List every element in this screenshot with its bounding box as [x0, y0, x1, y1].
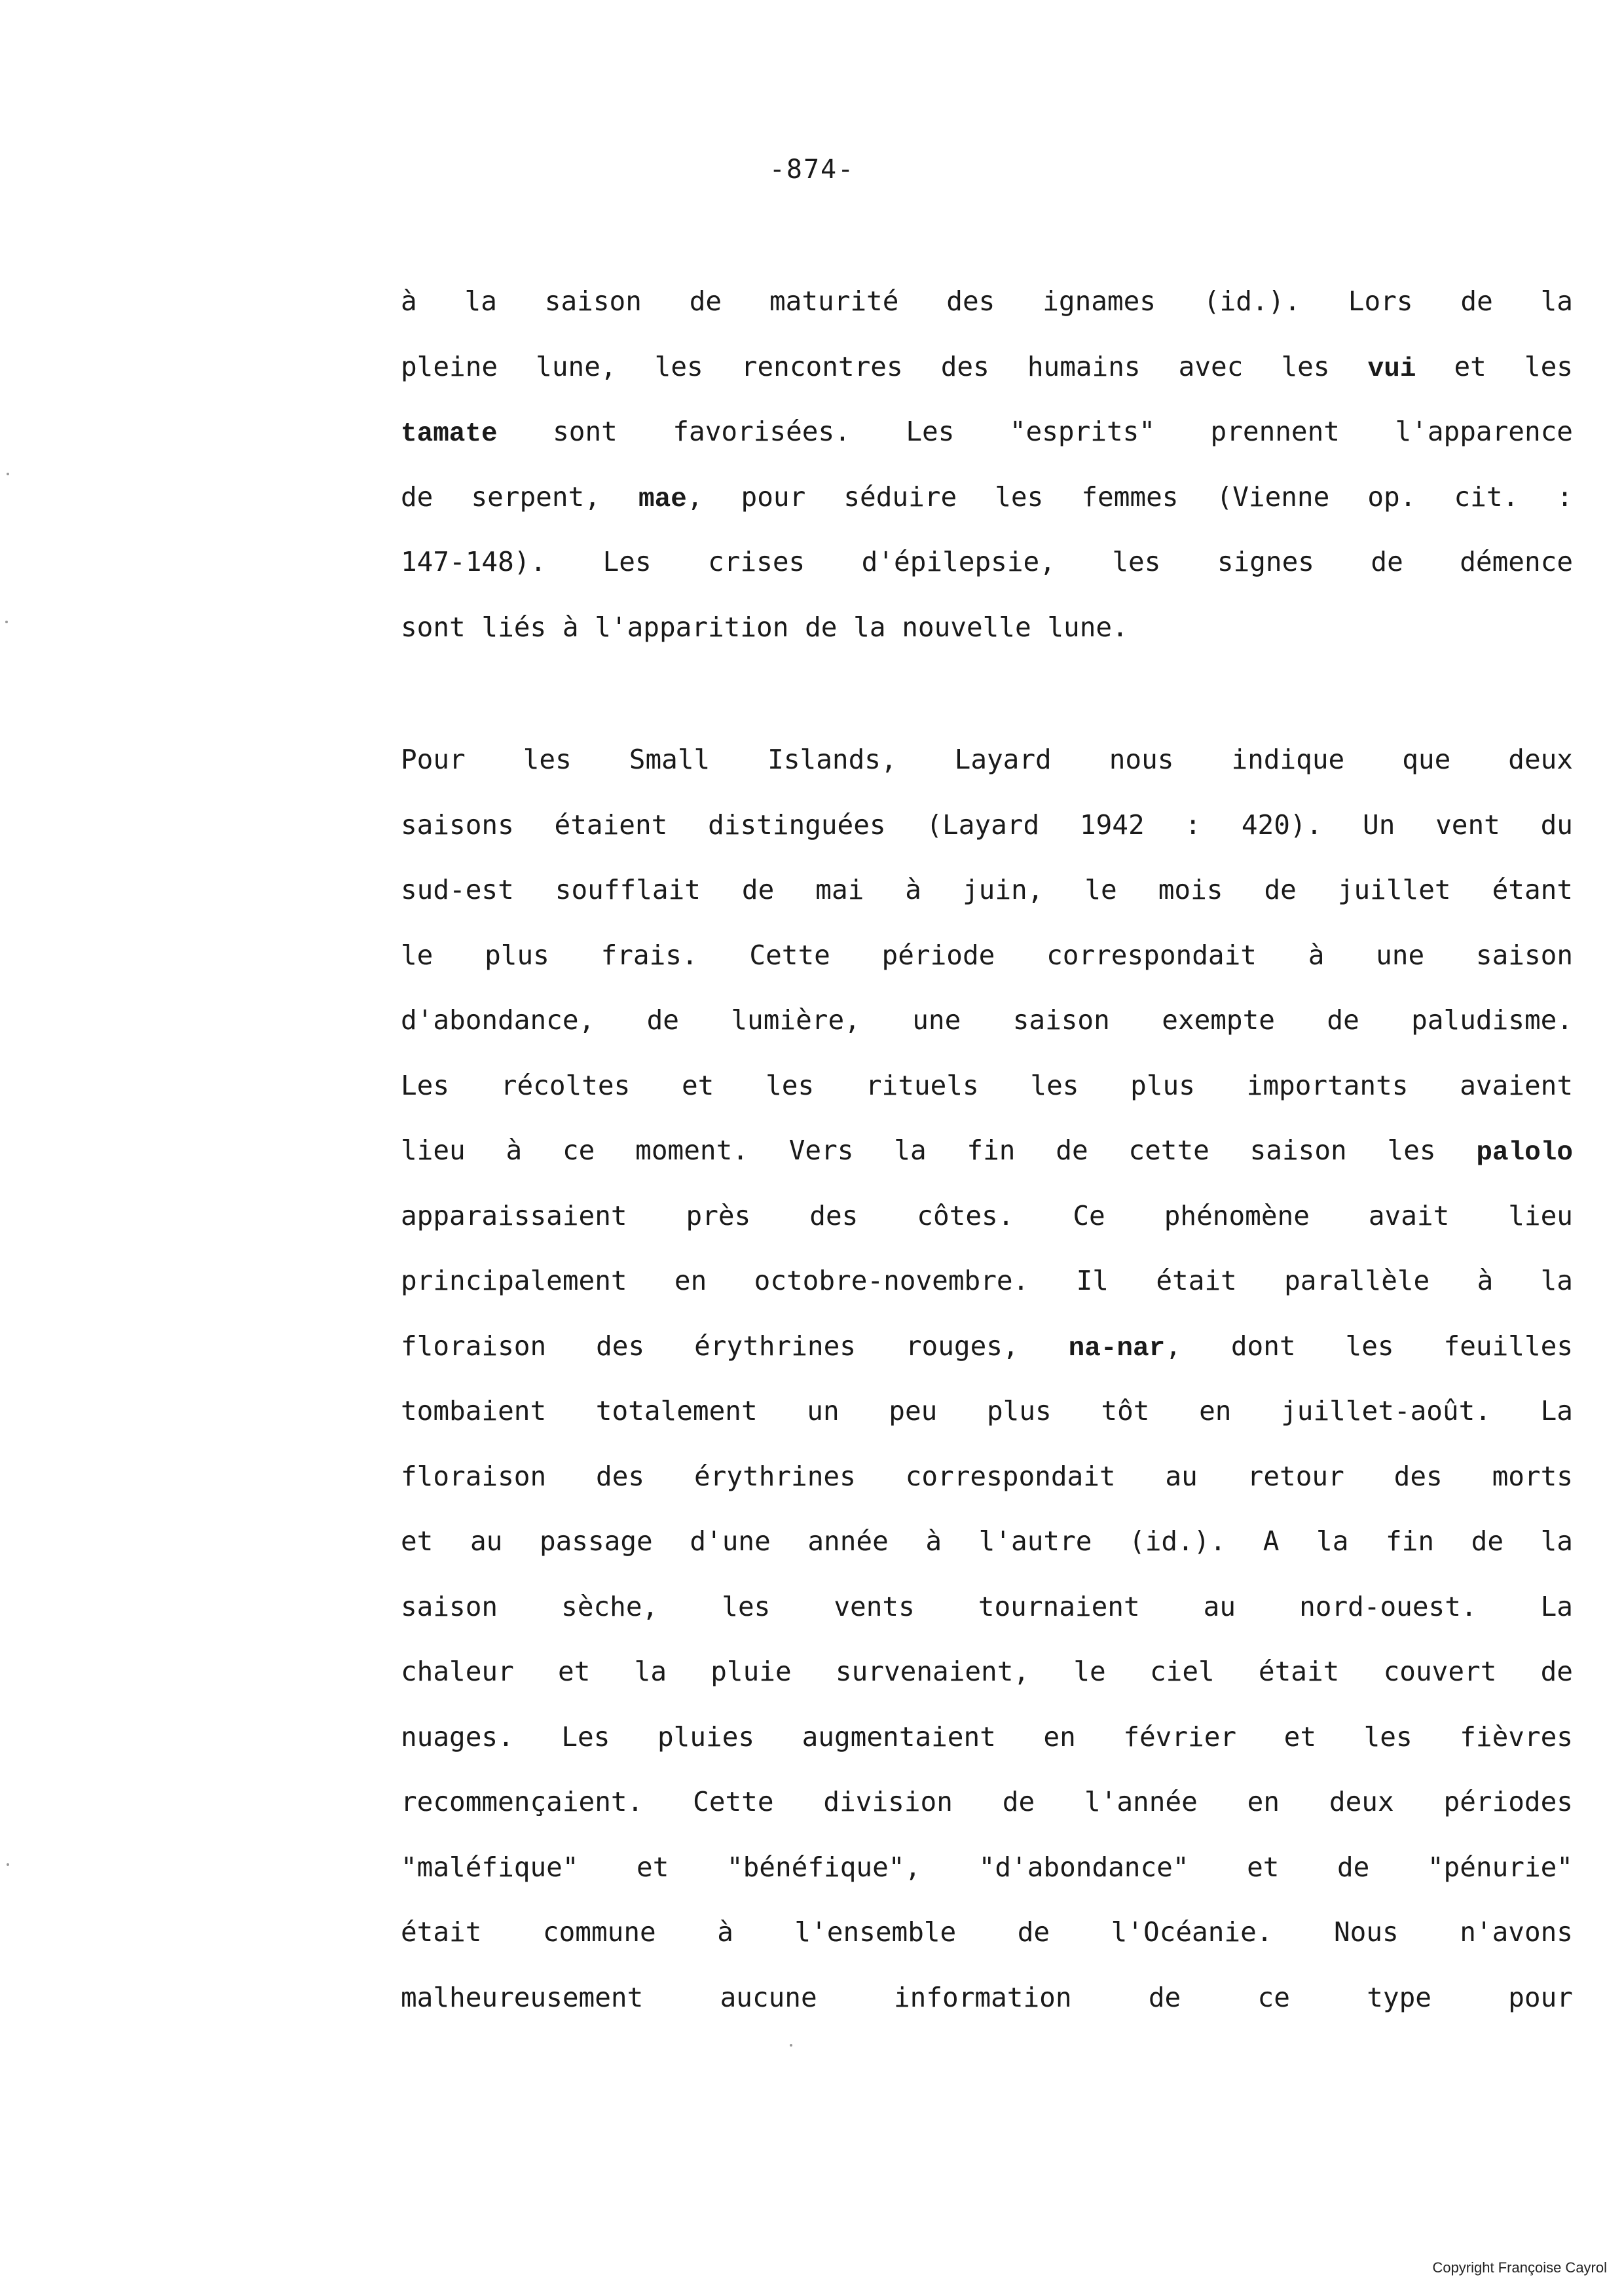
text-run: saison sèche, les vents tournaient au nord-ouest. La [401, 1591, 1573, 1622]
text-line [401, 1782, 1573, 1821]
text-run: floraison des érythrines rouges, [401, 1330, 1069, 1362]
text-run: nuages. Les pluies augmentaient en février et les fièvres [401, 1721, 1573, 1753]
text-run: et au passage d'une année à l'autre (id.). A la fin de la [401, 1525, 1573, 1557]
scan-speck [5, 621, 8, 623]
text-run: sont liés à l'apparition de la nouvelle lune. [401, 611, 1128, 643]
text-run: lieu à ce moment. Vers la fin de cette saison les [401, 1135, 1477, 1166]
text-run: était commune à l'ensemble de l'Océanie. Nous n'avons [401, 1916, 1573, 1948]
text-run: de serpent, [401, 481, 638, 513]
text-line [401, 1066, 1573, 1105]
text-line [401, 412, 1573, 451]
text-line [401, 282, 1573, 321]
text-line [401, 1912, 1573, 1952]
text-run: , dont les feuilles [1165, 1330, 1574, 1362]
text-line [401, 1261, 1573, 1300]
text-line [401, 1522, 1573, 1561]
text-run: chaleur et la pluie survenaient, le ciel était couvert de [401, 1656, 1573, 1687]
text-line [401, 870, 1573, 909]
text-run: tombaient totalement un peu plus tôt en juillet-août. La [401, 1395, 1573, 1427]
text-run: et les [1416, 351, 1573, 382]
text-line [401, 477, 1573, 517]
emphasized-term: vui [1367, 354, 1416, 384]
scan-speck [7, 473, 9, 475]
text-run: floraison des érythrines correspondait au retour des morts [401, 1461, 1573, 1492]
scan-speck [7, 1863, 9, 1866]
text-run: saisons étaient distinguées (Layard 1942 : 420). Un vent du [401, 809, 1573, 841]
text-line [401, 805, 1573, 845]
text-line [401, 542, 1573, 581]
text-run: , pour séduire les femmes (Vienne op. cit. : [686, 481, 1573, 513]
text-line [401, 1457, 1573, 1496]
text-run: Pour les Small Islands, Layard nous indique que deux [401, 744, 1573, 775]
emphasized-term: palolo [1476, 1138, 1573, 1168]
text-run: le plus frais. Cette période correspondait à une saison [401, 939, 1573, 971]
text-line [401, 1652, 1573, 1691]
text-line [401, 936, 1573, 975]
text-run: à la saison de maturité des ignames (id.). Lors de la [401, 285, 1573, 317]
text-line [401, 1978, 1573, 2017]
text-run: principalement en octobre-novembre. Il était parallèle à la [401, 1265, 1573, 1296]
text-run: sont favorisées. Les "esprits" prennent l'apparence [497, 416, 1573, 447]
text-line [401, 347, 1573, 386]
page-number: -874- [769, 155, 855, 185]
text-run: malheureusement aucune information de ce type pour [401, 1982, 1573, 2013]
text-line [401, 1848, 1573, 1887]
text-line [401, 1717, 1573, 1757]
copyright-notice: Copyright Françoise Cayrol [1432, 2259, 1607, 2276]
emphasized-term: tamate [401, 419, 498, 449]
text-line [401, 1000, 1573, 1040]
text-run: d'abondance, de lumière, une saison exempte de paludisme. [401, 1004, 1573, 1036]
text-run: Les récoltes et les rituels les plus importants avaient [401, 1070, 1573, 1101]
text-run: 147-148). Les crises d'épilepsie, les signes de démence [401, 546, 1573, 577]
text-line [401, 1391, 1573, 1430]
text-line [401, 740, 1573, 779]
text-run: recommençaient. Cette division de l'année en deux périodes [401, 1786, 1573, 1817]
emphasized-term: mae [638, 484, 687, 515]
text-run: "maléfique" et "bénéfique", "d'abondance" et de "pénurie" [401, 1851, 1573, 1883]
text-line [401, 1196, 1573, 1235]
text-line [401, 1587, 1573, 1626]
text-run: sud-est soufflait de mai à juin, le mois de juillet étant [401, 874, 1573, 905]
emphasized-term: na-nar [1068, 1334, 1166, 1364]
text-line [401, 1326, 1573, 1366]
text-run: pleine lune, les rencontres des humains avec les [401, 351, 1368, 382]
text-line [401, 608, 1573, 647]
text-line [401, 1131, 1573, 1170]
text-run: apparaissaient près des côtes. Ce phénomène avait lieu [401, 1200, 1573, 1231]
scan-speck [790, 2044, 792, 2047]
